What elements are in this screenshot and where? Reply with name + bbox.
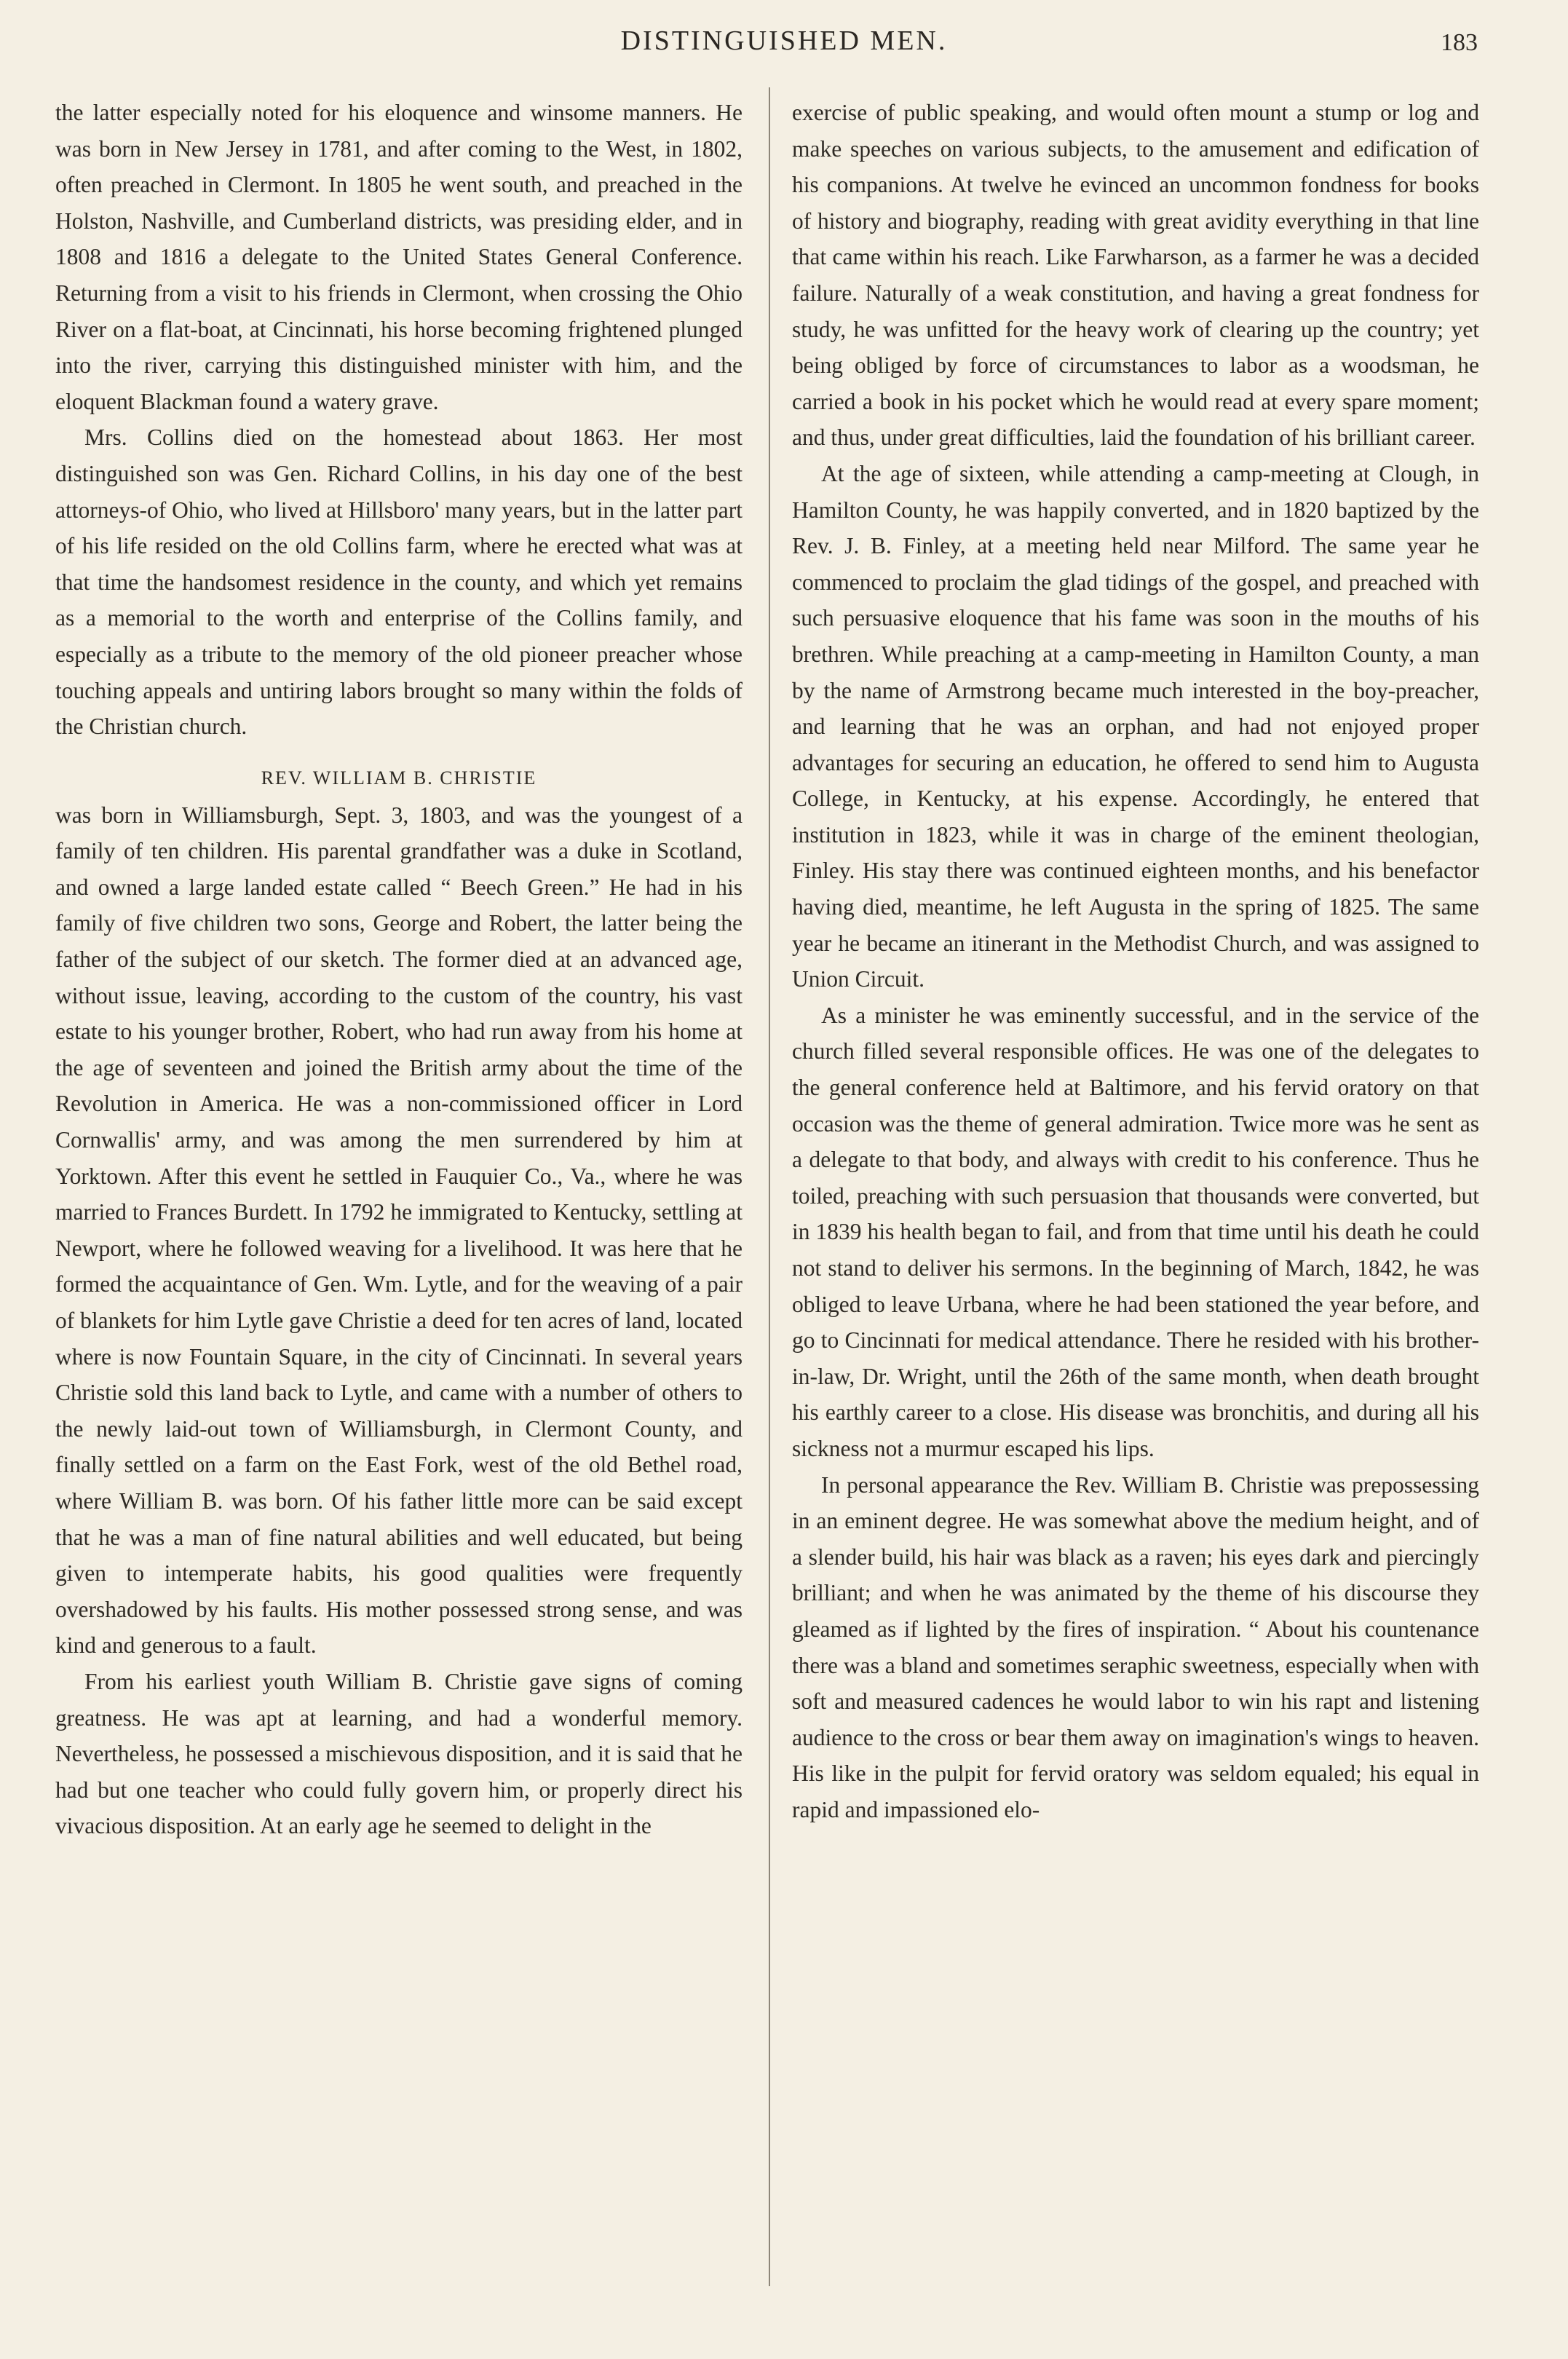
paragraph: exercise of public speaking, and would often mount a stump or log and make speeches on various subjects, to the amusement and edification of his companions. At twelve he evinced an uncommon fondness for books of history and biography, reading with great avidity everything in that line that came within his reach. Like Farwharson, as a farmer he was a decided failure. Naturally of a weak constitution, and having a great fondness for study, he was unfitted for the heavy work of clearing up the country; yet being obliged by force of circumstances to labor as a woodsman, he carried a book in his pocket which he would read at every spare moment; and thus, under great difficulties, laid the foundation of his brilliant career. xyxy=(792,100,1479,451)
right-column xyxy=(792,95,1479,1828)
paragraph: As a minister he was eminently successful, and in the service of the church filled several responsible offices. He was one of the delegates to the general conference held at Baltimore, and his fervid oratory on that occasion was the theme of general admiration. Twice more was he sent as a delegate to that body, and always with credit to his conference. Thus he toiled, preaching with such persuasion that thousands were converted, but in 1839 his health began to fail, and from that time until his death he could not stand to deliver his sermons. In the beginning of March, 1842, he was obliged to leave Urbana, where he had been stationed the year before, and go to Cincinnati for medical attendance. There he resided with his brother-in-law, Dr. Wright, until the 26th of the same month, when death brought his earthly career to a close. His disease was bronchitis, and during all his sickness not a murmur escaped his lips. xyxy=(792,1002,1479,1461)
running-head xyxy=(0,25,1568,68)
paragraph: was born in Williamsburgh, Sept. 3, 1803, and was the youngest of a family of ten children. His parental grandfather was a duke in Scotland, and owned a large landed estate called “ Beech Green.” He had in his family of five children two sons, George and Robert, the latter being the father of the subject of our sketch. The former died at an advanced age, without issue, leaving, according to the custom of the country, his vast estate to his younger brother, Robert, who had run away from his home at the age of seventeen and joined the British army about the time of the Revolution in America. He was a non-commissioned officer in Lord Cornwallis' army, and was among the men surrendered by him at Yorktown. After this event he settled in Fauquier Co., Va., where he was married to Frances Burdett. In 1792 he immigrated to Kentucky, settling at Newport, where he followed weaving for a livelihood. It was here that he formed the acquaintance of Gen. Wm. Lytle, and for the weaving of a pair of blankets for him Lytle gave Christie a deed for ten acres of land, located where is now Fountain Square, in the city of Cincinnati. In several years Christie sold this land back to Lytle, and came with a number of others to the newly laid-out town of Williamsburgh, in Clermont County, and finally settled on a farm on the East Fork, west of the old Bethel road, where William B. was born. Of his father little more can be said except that he was a man of fine natural abilities and well educated, but being given to intemperate habits, his good qualities were frequently overshadowed by his faults. His mother possessed strong sense, and was kind and generous to a fault. xyxy=(55,802,743,1659)
paragraph: the latter especially noted for his eloquence and winsome manners. He was born in New Jersey in 1781, and after coming to the West, in 1802, often preached in Clermont. In 1805 he went south, and preached in the Holston, Nashville, and Cumberland districts, was presiding elder, and in 1808 and 1816 a delegate to the United States General Conference. Returning from a visit to his friends in Clermont, when crossing the Ohio River on a flat-boat, at Cincinnati, his horse becoming frightened plunged into the river, carrying this distinguished minister with him, and the eloquent Blackman found a watery grave. xyxy=(55,100,743,414)
page-number: 183 xyxy=(1441,29,1478,56)
paragraph: From his earliest youth William B. Christie gave signs of coming greatness. He was apt at learning, and had a wonderful memory. Nevertheless, he possessed a mischievous disposition, and it is said that he had but one teacher who could fully govern him, or properly direct his vivacious disposition. At an early age he seemed to delight in the xyxy=(55,1668,743,1839)
paragraph: In personal appearance the Rev. William B. Christie was prepossessing in an eminent degree. He was somewhat above the medium height, and of a slender build, his hair was black as a raven; his eyes dark and piercingly brilliant; and when he was animated by the theme of his discourse they gleamed as if lighted by the fires of inspiration. “ About his countenance there was a bland and sometimes seraphic sweetness, especially when with soft and measured cadences he would labor to win his rapt and listening audience to the cross or bear them away on imagination's wings to heaven. His like in the pulpit for fervid oratory was seldom equaled; his equal in rapid and impassioned elo- xyxy=(792,1471,1479,1822)
left-column xyxy=(55,95,743,1844)
paragraph: Mrs. Collins died on the homestead about 1863. Her most distinguished son was Gen. Richard Collins, in his day one of the best attorneys-of Ohio, who lived at Hillsboro' many years, but in the latter part of his life resided on the old Collins farm, where he erected what was at that time the handsomest residence in the county, and which yet remains as a memorial to the worth and enterprise of the Collins family, and especially as a tribute to the memory of the old pioneer preacher whose touching appeals and untiring labors brought so many within the folds of the Christian church. xyxy=(55,424,743,740)
running-title: DISTINGUISHED MEN. xyxy=(620,25,948,56)
column-divider xyxy=(769,87,770,2286)
section-heading: REV. WILLIAM B. CHRISTIE xyxy=(261,767,537,789)
paragraph: At the age of sixteen, while attending a camp-meeting at Clough, in Hamilton County, he was happily converted, and in 1820 baptized by the Rev. J. B. Finley, at a meeting held near Milford. The same year he commenced to proclaim the glad tidings of the gospel, and preached with such persuasive eloquence that his fame was soon in the mouths of his brethren. While preaching at a camp-meeting in Hamilton County, a man by the name of Armstrong became much interested in the boy-preacher, and learning that he was an orphan, and had not enjoyed proper advantages for securing an education, he offered to send him to Augusta College, in Kentucky, at his expense. Accordingly, he entered that institution in 1823, while it was in charge of the eminent theologian, Finley. His stay there was continued eighteen months, and his benefactor having died, meantime, he left Augusta in the spring of 1825. The same year he became an itinerant in the Methodist Church, and was assigned to Union Circuit. xyxy=(792,460,1479,992)
